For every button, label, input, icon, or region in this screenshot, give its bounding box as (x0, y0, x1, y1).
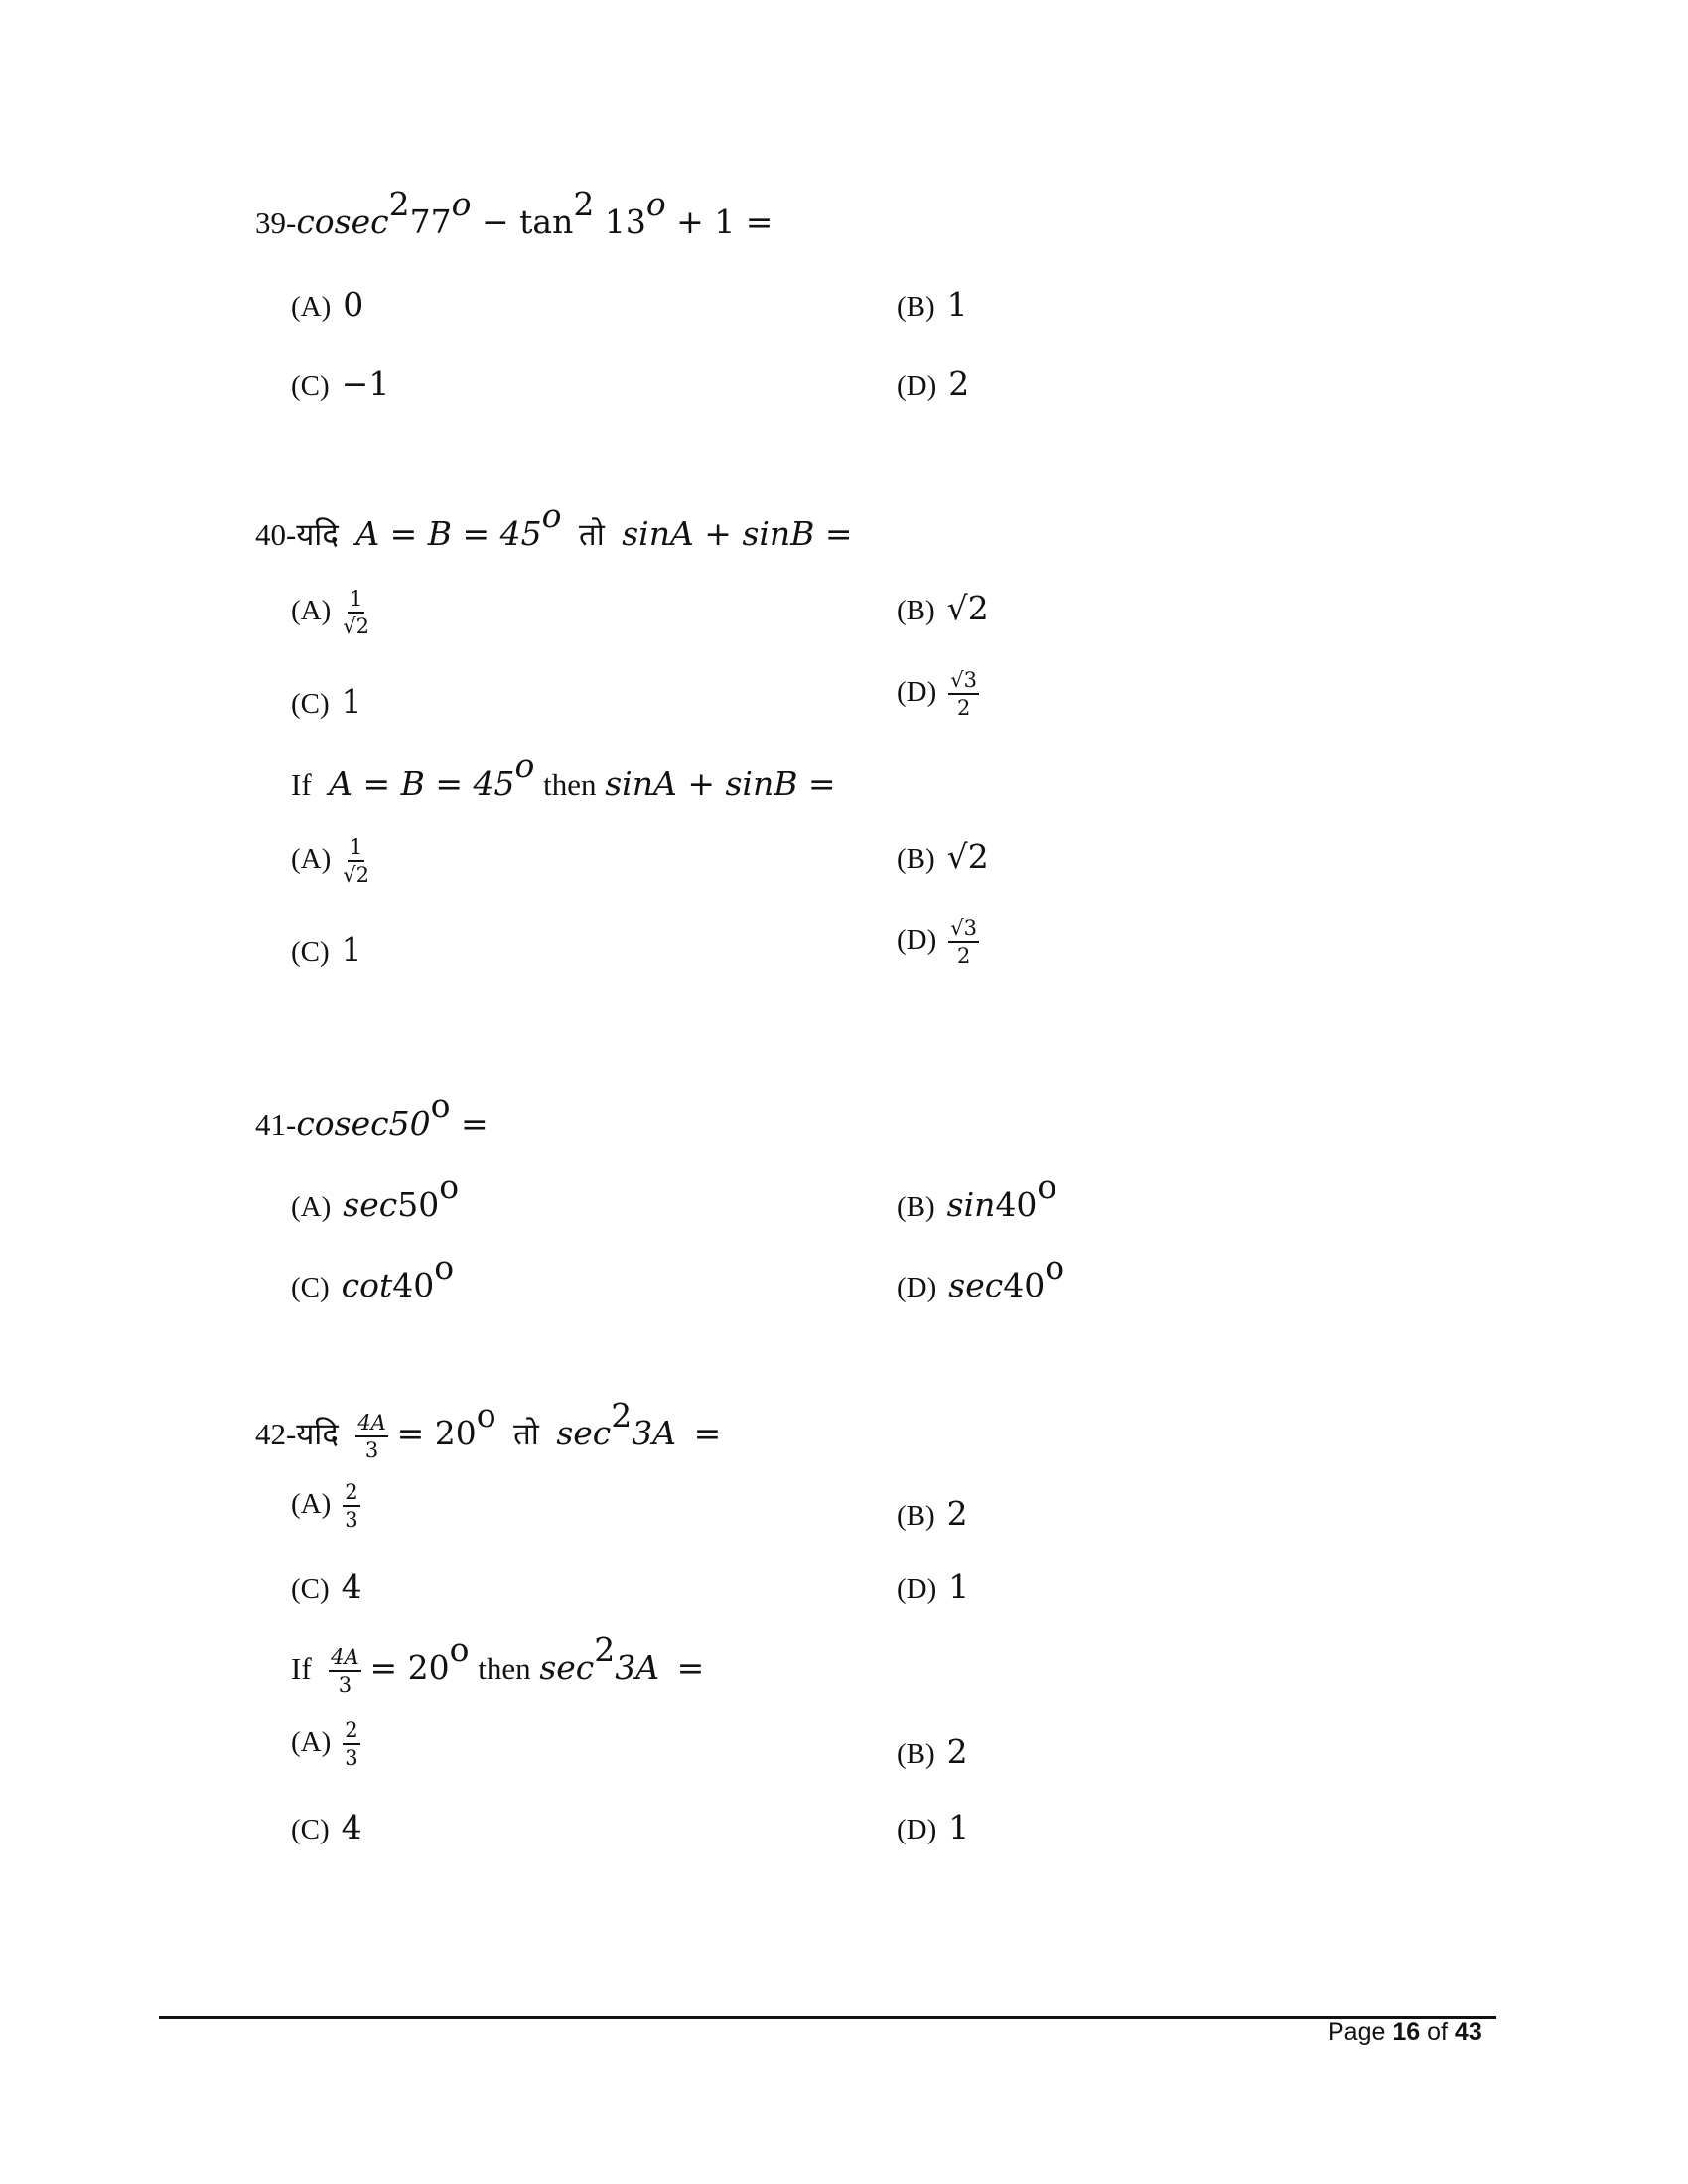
q39-option-d[interactable]: (D) 2 (897, 364, 970, 403)
question-42: 42-यदि $\frac{4A}{3}$ = $20^o$ तो $\sec^23A$ = (255, 1395, 722, 1463)
q39-option-c[interactable]: (C) −1 (291, 364, 390, 403)
total-pages: 43 (1454, 2018, 1482, 2046)
q40-en-option-b[interactable]: (B) √2 (897, 837, 989, 876)
question-42-english: If $\frac{4A}{3}$ = $20^o$ then $\sec^23A$ = (291, 1629, 705, 1698)
q41-option-a[interactable]: (A) sec50$^o$ (291, 1167, 460, 1225)
fraction: $\frac{1}{√2}$ (343, 835, 370, 887)
q40-en-option-d[interactable]: (D) $\frac{√3}{2}$ (897, 916, 978, 969)
question-39: $39-cosec^277^o - \tan^2 13^o + 1$ = (255, 185, 774, 242)
current-page: 16 (1392, 2018, 1421, 2046)
question-40-english: If $A = B = 45^o$ then sinA + sinB = (291, 747, 836, 804)
question-41: $41-cosec50^o$ = (255, 1086, 489, 1144)
q39-option-b[interactable]: (B) 1 (897, 285, 968, 324)
fraction: $\frac{4A}{3}$ (357, 1411, 386, 1463)
q42-hi-option-a[interactable]: (A) $\frac{2}{3}$ (291, 1480, 358, 1533)
fraction: $\frac{2}{3}$ (345, 1718, 358, 1771)
q40-en-option-c[interactable]: (C) 1 (291, 930, 362, 969)
fraction: $\frac{4A}{3}$ (331, 1645, 359, 1698)
q40-hi-option-b[interactable]: (B) √2 (897, 589, 989, 627)
footer-divider (159, 2016, 1496, 2019)
page-indicator: Page 16 of 43 (1328, 2018, 1482, 2046)
q42-hi-option-c[interactable]: (C) 4 (291, 1568, 362, 1606)
question-40: 40-यदि $A = B = 45^o$ तो sinA + sinB = (255, 496, 853, 554)
q42-en-option-c[interactable]: (C) 4 (291, 1808, 362, 1846)
q42-en-option-b[interactable]: (B) 2 (897, 1732, 968, 1771)
q41-option-d[interactable]: (D) sec40$^o$ (897, 1248, 1065, 1305)
q42-hi-option-b[interactable]: (B) 2 (897, 1494, 968, 1533)
question-number: 40- (255, 517, 297, 553)
question-number: 42- (255, 1417, 297, 1452)
q40-en-option-a[interactable]: (A) $\frac{1}{√2}$ (291, 835, 370, 887)
q40-hi-option-d[interactable]: (D) $\frac{√3}{2}$ (897, 668, 978, 721)
q42-en-option-a[interactable]: (A) $\frac{2}{3}$ (291, 1718, 358, 1771)
fraction: $\frac{√3}{2}$ (950, 916, 978, 969)
q42-en-option-d[interactable]: (D) 1 (897, 1808, 970, 1846)
question-number: 39- (255, 205, 297, 241)
math-cosec: cosec (296, 203, 389, 242)
fraction: $\frac{2}{3}$ (345, 1480, 358, 1533)
q41-option-b[interactable]: (B) sin40$^o$ (897, 1167, 1057, 1225)
q39-option-a[interactable]: (A) 0 (291, 285, 364, 324)
fraction: $\frac{1}{√2}$ (343, 587, 370, 639)
q42-hi-option-d[interactable]: (D) 1 (897, 1568, 970, 1606)
q41-option-c[interactable]: (C) cot40$^o$ (291, 1248, 455, 1305)
q40-hi-option-c[interactable]: (C) 1 (291, 682, 362, 721)
q40-hi-option-a[interactable]: (A) $\frac{1}{√2}$ (291, 587, 370, 639)
question-number: 41- (255, 1107, 297, 1143)
fraction: $\frac{√3}{2}$ (950, 668, 978, 721)
